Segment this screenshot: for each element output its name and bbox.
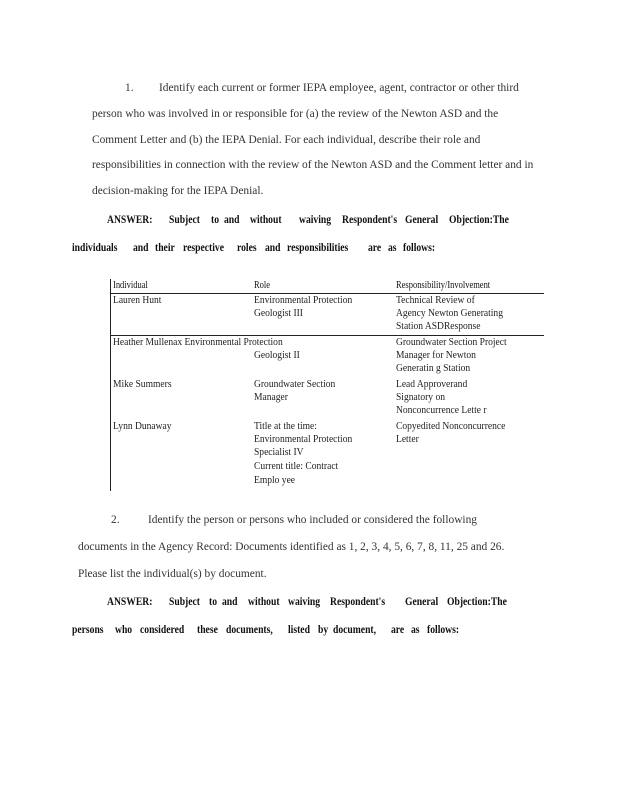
- answer-1-word: Objection:The: [449, 214, 509, 226]
- answer-1-word: and: [133, 242, 149, 254]
- question-1-line-3: Comment Letter and (b) the IEPA Denial. For each individual, describe their role and: [92, 134, 481, 146]
- answer-1-word: waiving: [299, 214, 332, 226]
- table-cell-role: Geologist II: [254, 350, 300, 361]
- table-row-rule: [110, 335, 544, 336]
- table-cell-role: Environmental Protection: [254, 295, 353, 306]
- table-cell-role: Specialist IV: [254, 447, 304, 458]
- table-cell-individual: Lynn Dunaway: [113, 421, 172, 432]
- table-header-role: Role: [254, 280, 271, 291]
- table-cell-responsibility: Copyedited Nonconcurrence: [396, 421, 506, 432]
- question-2-line-3: Please list the individual(s) by document.: [78, 568, 267, 580]
- table-cell-role: Current title: Contract: [254, 461, 339, 472]
- question-1-line-1: Identify each current or former IEPA employee, agent, contractor or other third: [159, 82, 519, 94]
- question-1-line-4: responsibilities in connection with the review of the Newton ASD and the Comment letter and in: [92, 159, 534, 171]
- answer-2-word: and: [222, 596, 238, 608]
- answer-2-word: listed: [288, 624, 310, 636]
- table-left-border: [110, 279, 111, 491]
- table-cell-responsibility: Nonconcurrence Lette r: [396, 405, 487, 416]
- answer-2-word: as: [411, 624, 420, 636]
- answer-2-word: are: [391, 624, 405, 636]
- answer-2-word: who: [115, 624, 133, 636]
- answer-2-word: persons: [72, 624, 104, 636]
- answer-1-word: without: [250, 214, 282, 226]
- answer-1-word: follows:: [403, 242, 436, 254]
- table-cell-individual: Heather Mullenax Environmental Protection: [113, 337, 283, 348]
- answer-1-word: are: [368, 242, 382, 254]
- answer-1-word: to: [211, 214, 220, 226]
- answer-1-word: as: [388, 242, 397, 254]
- answer-2-word: ANSWER:: [107, 596, 153, 608]
- answer-2-word: Respondent's: [330, 596, 386, 608]
- answer-2-word: Objection:The: [447, 596, 507, 608]
- answer-1-word: Subject: [169, 214, 201, 226]
- question-2-line-2: documents in the Agency Record: Documents identified as 1, 2, 3, 4, 5, 6, 7, 8, 11, 25 and 26.: [78, 541, 505, 553]
- answer-2-word: considered: [140, 624, 185, 636]
- answer-1-word: Respondent's: [342, 214, 398, 226]
- answer-1-word: respective: [183, 242, 224, 254]
- answer-2-word: General: [405, 596, 439, 608]
- question-2-number: 2.: [111, 514, 120, 526]
- question-1-number: 1.: [125, 82, 134, 94]
- table-header-individual: Individual: [113, 280, 148, 291]
- answer-2-word: follows:: [427, 624, 460, 636]
- table-cell-role: Geologist III: [254, 308, 303, 319]
- answer-2-word: Subject: [169, 596, 201, 608]
- answer-1-word: individuals: [72, 242, 118, 254]
- table-cell-role: Manager: [254, 392, 288, 403]
- table-cell-responsibility: Station ASDResponse: [396, 321, 481, 332]
- answer-2-word: waiving: [288, 596, 321, 608]
- answer-1-word: and: [224, 214, 240, 226]
- table-cell-individual: Lauren Hunt: [113, 295, 162, 306]
- table-cell-role: Groundwater Section: [254, 379, 336, 390]
- answer-1-word: General: [405, 214, 439, 226]
- answer-2-word: by: [318, 624, 329, 636]
- question-1-line-2: person who was involved in or responsible for (a) the review of the Newton ASD and the: [92, 108, 499, 120]
- answer-1-word: responsibilities: [287, 242, 349, 254]
- table-cell-responsibility: Groundwater Section Project: [396, 337, 507, 348]
- answer-2-word: to: [209, 596, 218, 608]
- table-header-rule: [110, 293, 544, 294]
- table-cell-responsibility: Agency Newton Generating: [396, 308, 503, 319]
- table-cell-responsibility: Generatin g Station: [396, 363, 471, 374]
- table-cell-responsibility: Manager for Newton: [396, 350, 476, 361]
- answer-1-word: ANSWER:: [107, 214, 153, 226]
- answer-2-word: these: [197, 624, 218, 636]
- answer-2-word: without: [248, 596, 280, 608]
- table-cell-responsibility: Lead Approverand: [396, 379, 468, 390]
- table-cell-role: Title at the time:: [254, 421, 317, 432]
- table-cell-individual: Mike Summers: [113, 379, 172, 390]
- answer-1-word: and: [265, 242, 281, 254]
- question-1-line-5: decision-making for the IEPA Denial.: [92, 185, 264, 197]
- answer-1-word: roles: [237, 242, 257, 254]
- question-2-line-1: Identify the person or persons who included or considered the following: [148, 514, 477, 526]
- answer-2-word: document,: [333, 624, 377, 636]
- table-cell-responsibility: Letter: [396, 434, 419, 445]
- answer-2-word: documents,: [226, 624, 273, 636]
- table-cell-role: Emplo yee: [254, 475, 296, 486]
- table-header-responsibility: Responsibility/Involvement: [396, 280, 491, 291]
- answer-1-word: their: [155, 242, 175, 254]
- table-cell-responsibility: Signatory on: [396, 392, 446, 403]
- table-cell-responsibility: Technical Review of: [396, 295, 475, 306]
- table-cell-role: Environmental Protection: [254, 434, 353, 445]
